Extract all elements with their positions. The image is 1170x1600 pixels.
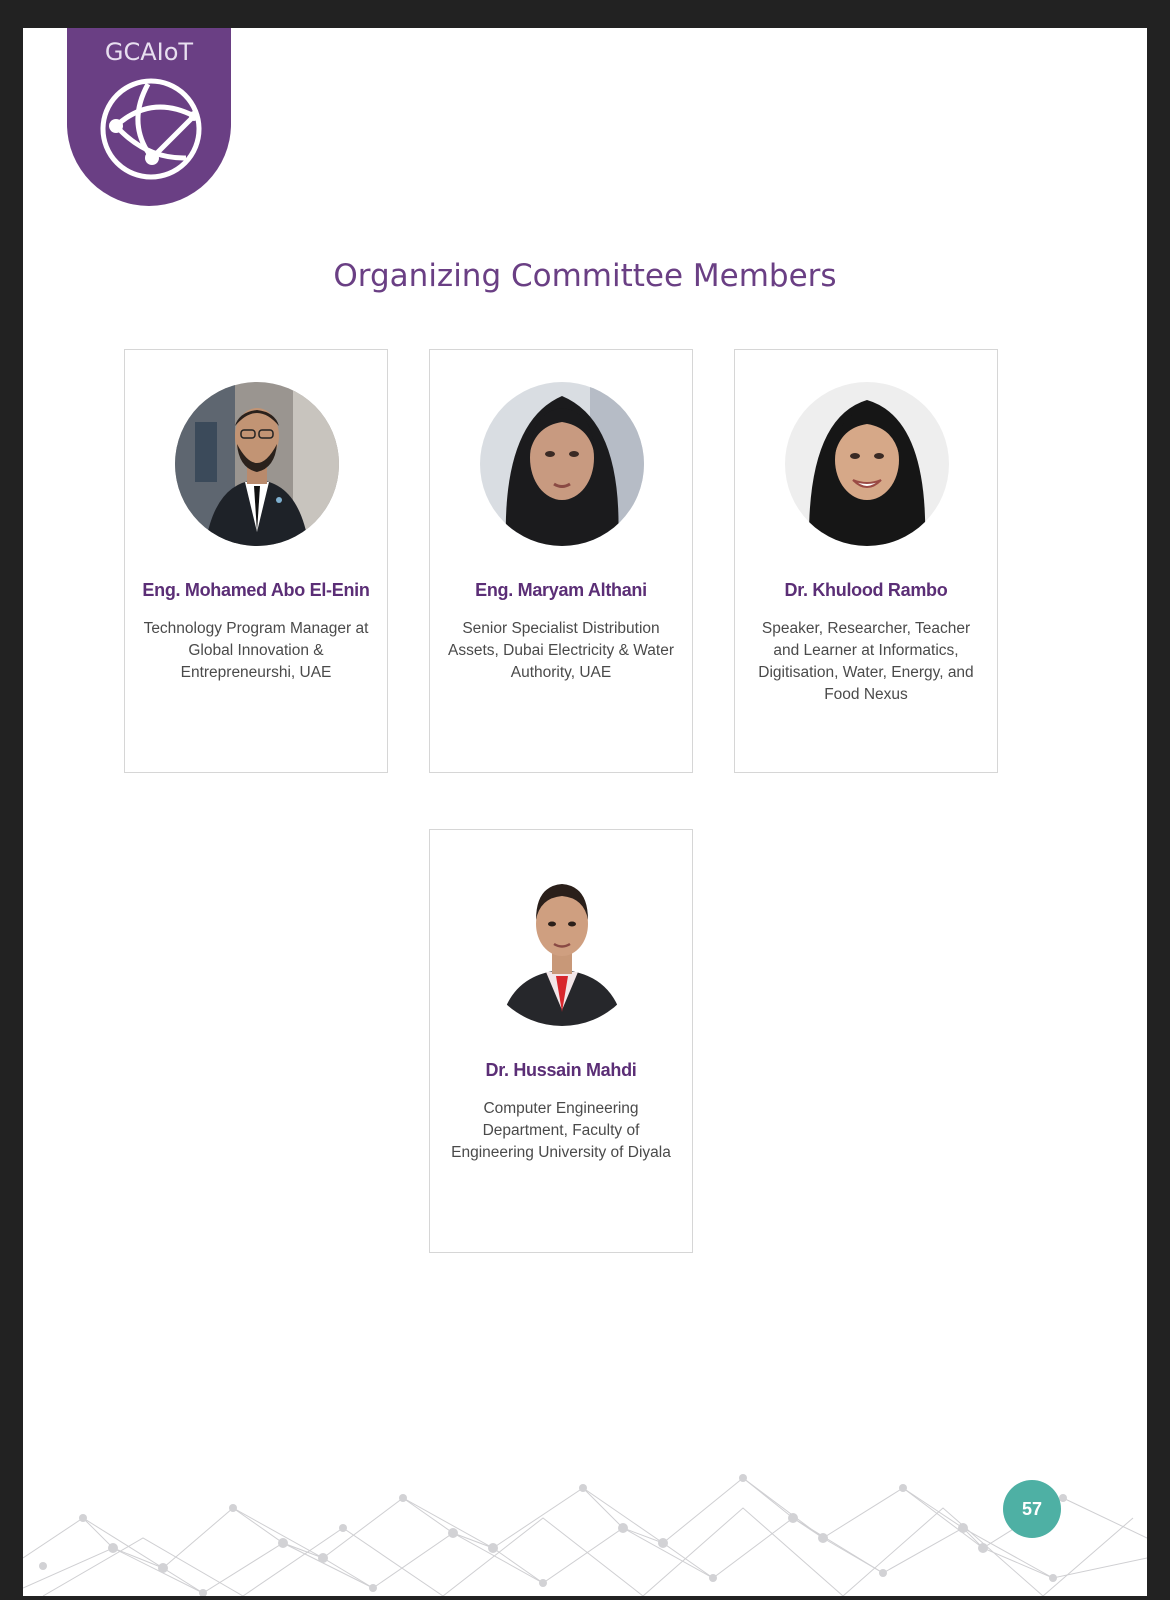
- member-role: Speaker, Researcher, Teacher and Learner at Informatics, Digitisation, Water, Energy, and Food Nexus: [758, 620, 974, 703]
- member-card: [429, 349, 693, 773]
- member-card: [429, 829, 693, 1253]
- member-photo: [480, 862, 644, 1026]
- member-name: Dr. Hussain Mahdi: [485, 1060, 637, 1080]
- page-number-badge: 57: [1003, 1480, 1061, 1538]
- network-pattern-decoration: [23, 1448, 1147, 1596]
- page-title: Organizing Committee Members: [333, 258, 837, 294]
- member-photo: [785, 382, 949, 546]
- member-name: Dr. Khulood Rambo: [784, 580, 948, 600]
- globe-network-icon: [96, 74, 206, 184]
- document-page: [23, 28, 1147, 1596]
- member-card: [734, 349, 998, 773]
- logo-text: GCAIoT: [104, 38, 194, 66]
- member-name: Eng. Maryam Althani: [475, 580, 647, 600]
- member-role: Technology Program Manager at Global Innovation & Entrepreneurshi, UAE: [143, 620, 369, 681]
- member-card: [124, 349, 388, 773]
- member-role: Senior Specialist Distribution Assets, Dubai Electricity & Water Authority, UAE: [448, 620, 674, 681]
- logo-tab: [67, 28, 231, 206]
- member-name: Eng. Mohamed Abo El-Enin: [142, 580, 370, 600]
- member-role: Computer Engineering Department, Faculty of Engineering University of Diyala: [451, 1100, 671, 1161]
- member-photo: [175, 382, 339, 546]
- member-photo: [480, 382, 644, 546]
